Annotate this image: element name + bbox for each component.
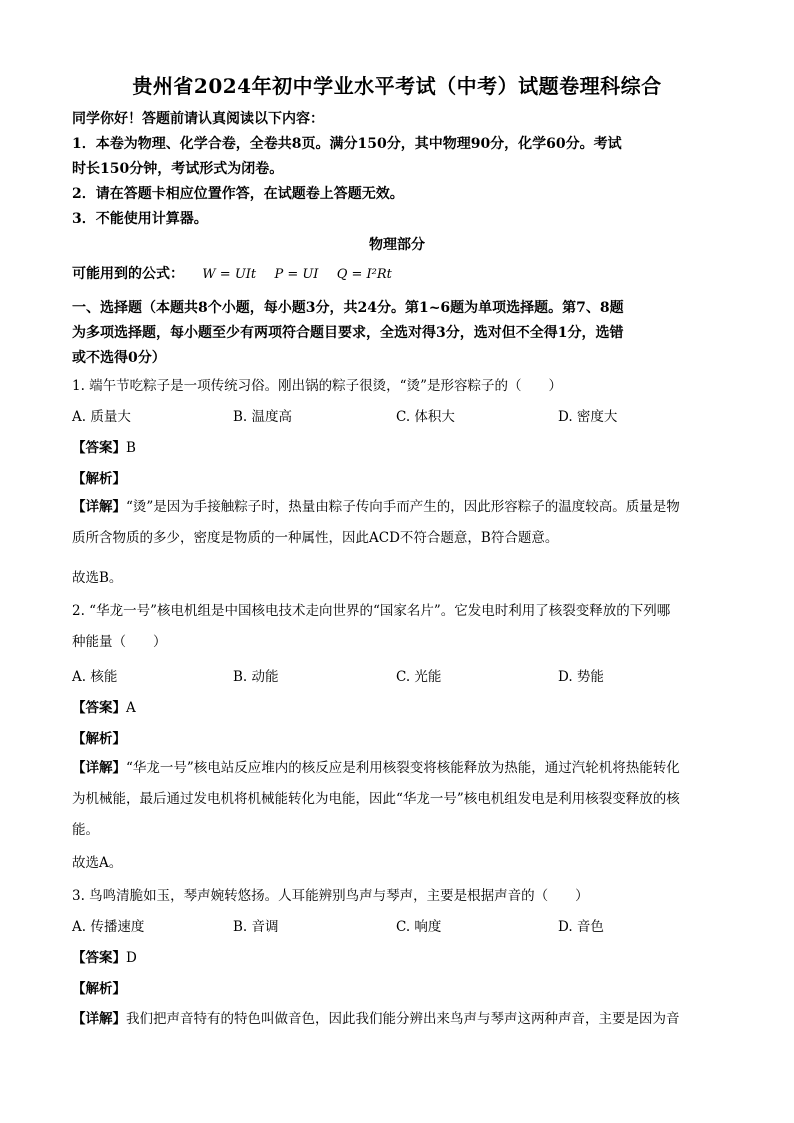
question-1-analysis-tag: 【解析】 xyxy=(72,471,126,487)
part1-heading-line-3: 或不选得0分） xyxy=(72,350,166,366)
question-2-conclusion: 故选A。 xyxy=(72,855,123,871)
question-1-option-c: C. 体积大 xyxy=(396,409,455,425)
formula-heat: Q = I²Rt xyxy=(336,267,392,282)
part1-heading-line-2: 为多项选择题，每小题至少有两项符合题目要求，全选对得3分，选对但不全得1分，选错 xyxy=(72,325,624,341)
intro-item-3: 3．不能使用计算器。 xyxy=(72,211,208,227)
detail-tag: 【详解】 xyxy=(72,1011,126,1027)
question-3-option-a: A. 传播速度 xyxy=(72,919,145,935)
detail-line: “华龙一号”核电站反应堆内的核反应是利用核裂变将核能释放为热能，通过汽轮机将热能转化 xyxy=(126,760,680,776)
answer-value: D xyxy=(126,950,137,966)
part1-heading-line-1: 一、选择题（本题共8个小题，每小题3分，共24分。第1~6题为单项选择题。第7、8题 xyxy=(72,300,624,316)
question-1-detail xyxy=(72,492,722,554)
detail-line: 能。 xyxy=(72,822,99,838)
question-3-option-d: D. 音色 xyxy=(558,919,604,935)
answer-tag: 【答案】 xyxy=(72,440,126,456)
detail-tag: 【详解】 xyxy=(72,499,126,515)
question-2-detail xyxy=(72,753,722,846)
detail-line: “烫”是因为手接触粽子时，热量由粽子传向手而产生的，因此形容粽子的温度较高。质量是物 xyxy=(126,499,680,515)
question-1-option-a: A. 质量大 xyxy=(72,409,131,425)
answer-tag: 【答案】 xyxy=(72,700,126,716)
question-3-option-b: B. 音调 xyxy=(233,919,279,935)
intro-item-1-line-1: 1．本卷为物理、化学合卷，全卷共8页。满分150分，其中物理90分，化学60分。考试 xyxy=(72,136,622,152)
formula-label: 可能用到的公式： xyxy=(72,266,184,282)
stem-line: 种能量（ ） xyxy=(72,634,167,650)
formula-row xyxy=(72,263,392,283)
question-2-analysis-tag: 【解析】 xyxy=(72,731,126,747)
question-3-option-c: C. 响度 xyxy=(396,919,442,935)
question-2-answer xyxy=(72,696,722,716)
question-2-option-b: B. 动能 xyxy=(233,669,279,685)
detail-line: 为机械能，最后通过发电机将机械能转化为电能，因此“华龙一号”核电机组发电是利用核裂变释放的核 xyxy=(72,791,680,807)
question-2-option-d: D. 势能 xyxy=(558,669,604,685)
question-2-stem xyxy=(72,596,722,658)
answer-tag: 【答案】 xyxy=(72,950,126,966)
formula-power: P = UI xyxy=(274,267,319,282)
detail-tag: 【详解】 xyxy=(72,760,126,776)
question-1-answer xyxy=(72,436,722,456)
question-1-conclusion: 故选B。 xyxy=(72,570,123,586)
question-1-option-b: B. 温度高 xyxy=(233,409,293,425)
stem-line: 2. “华龙一号”核电机组是中国核电技术走向世界的“国家名片”。它发电时利用了核裂变释放的下列哪 xyxy=(72,603,671,619)
intro-item-1-line-2: 时长150分钟，考试形式为闭卷。 xyxy=(72,161,284,177)
answer-value: B xyxy=(126,440,136,456)
intro-item-2: 2．请在答题卡相应位置作答，在试题卷上答题无效。 xyxy=(72,186,404,202)
question-1-stem: 1. 端午节吃粽子是一项传统习俗。刚出锅的粽子很烫，“烫”是形容粽子的（ ） xyxy=(72,378,562,394)
question-1-option-d: D. 密度大 xyxy=(558,409,618,425)
question-3-detail xyxy=(72,1004,722,1035)
question-2-option-a: A. 核能 xyxy=(72,669,118,685)
detail-line: 质所含物质的多少，密度是物质的一种属性，因此ACD不符合题意，B符合题意。 xyxy=(72,530,559,546)
question-3-stem: 3. 鸟鸣清脆如玉，琴声婉转悠扬。人耳能辨别鸟声与琴声，主要是根据声音的（ ） xyxy=(72,888,589,904)
question-3-answer xyxy=(72,946,722,966)
question-3-analysis-tag: 【解析】 xyxy=(72,981,126,997)
answer-value: A xyxy=(126,700,136,716)
page-title: 贵州省2024年初中学业水平考试（中考）试题卷理科综合 xyxy=(132,74,662,98)
formula-work: W = UIt xyxy=(202,267,257,282)
question-2-option-c: C. 光能 xyxy=(396,669,442,685)
detail-line: 我们把声音特有的特色叫做音色，因此我们能分辨出来鸟声与琴声这两种声音，主要是因为音 xyxy=(126,1011,680,1027)
intro-greeting: 同学你好！答题前请认真阅读以下内容： xyxy=(72,111,324,127)
section-title: 物理部分 xyxy=(369,237,425,253)
